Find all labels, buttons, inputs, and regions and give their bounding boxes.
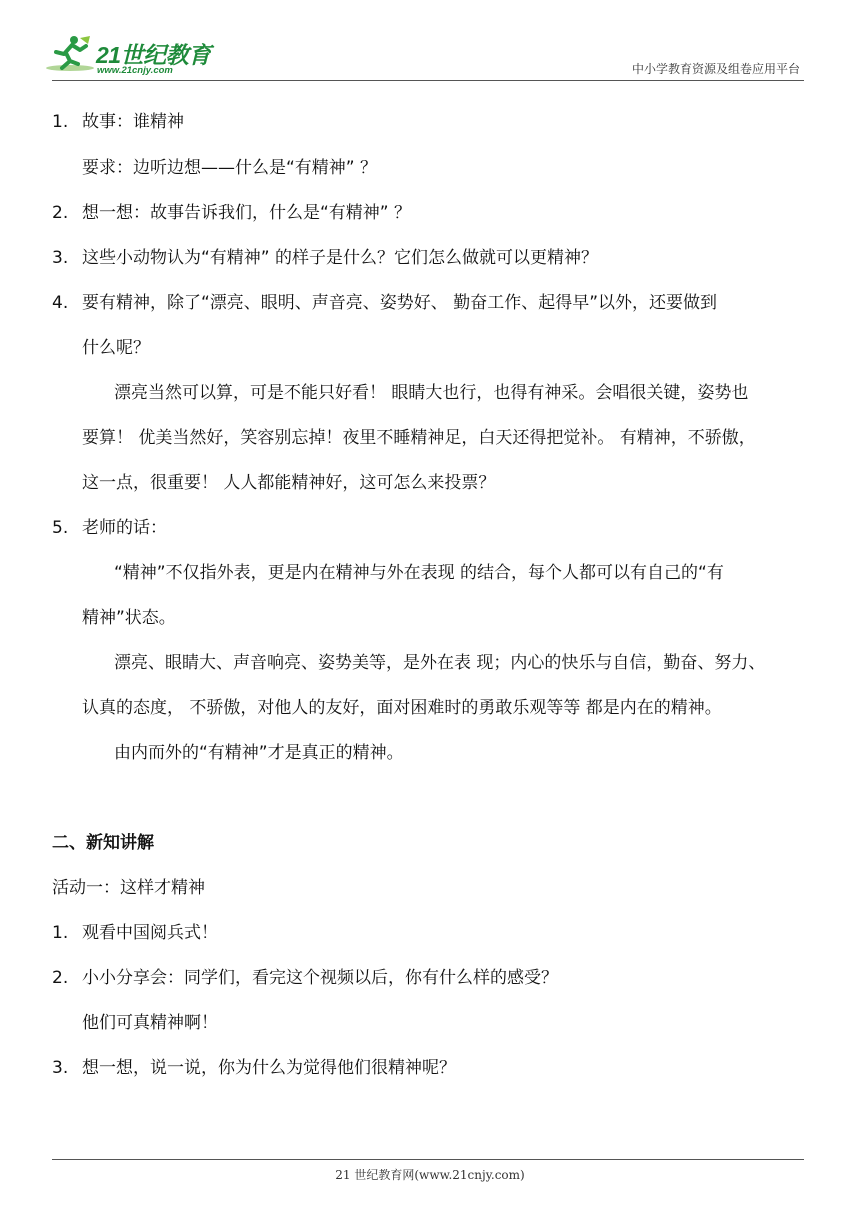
share-answer: 他们可真精神啊！	[82, 1013, 218, 1033]
teacher-talk-line-1: “精神”不仅指外表，更是内在精神与外在表现 的结合，每个人都可以有自己的“有	[114, 563, 724, 583]
section-heading: 二、新知讲解	[52, 833, 154, 853]
logo	[44, 34, 224, 80]
teacher-talk-line-5: 由内而外的“有精神”才是真正的精神。	[114, 743, 404, 763]
page-header	[0, 0, 860, 84]
list-item-animals: 这些小动物认为“有精神” 的样子是什么？它们怎么做就可以更精神？	[82, 248, 599, 268]
list-number: 5.	[52, 518, 69, 538]
activity-title: 活动一：这样才精神	[52, 878, 205, 898]
list-item-parade: 观看中国阅兵式！	[82, 923, 218, 943]
list-item-think: 想一想：故事告诉我们，什么是“有精神” ？	[82, 203, 412, 223]
runner-icon	[44, 34, 96, 74]
poem-line-1: 漂亮当然可以算，可是不能只好看！ 眼睛大也行，也得有神采。会唱很关键，姿势也	[114, 383, 749, 403]
list-number: 1.	[52, 923, 69, 943]
list-item-spirit-line-2: 什么呢？	[82, 338, 150, 358]
teacher-talk-line-4: 认真的态度， 不骄傲，对他人的友好，面对困难时的勇敢乐观等等 都是内在的精神。	[82, 698, 722, 718]
list-item-teacher: 老师的话：	[82, 518, 167, 538]
list-number: 3.	[52, 1058, 69, 1078]
list-number: 2.	[52, 968, 69, 988]
header-divider	[52, 80, 804, 81]
list-number: 2.	[52, 203, 69, 223]
page-footer: 21 世纪教育网(www.21cnjy.com)	[335, 1168, 525, 1182]
footer-divider	[52, 1159, 804, 1160]
teacher-talk-line-3: 漂亮、眼睛大、声音响亮、姿势美等，是外在表 现；内心的快乐与自信，勤奋、努力、	[114, 653, 766, 673]
story-requirement: 要求：边听边想——什么是“有精神” ？	[82, 158, 378, 178]
list-number: 4.	[52, 293, 69, 313]
teacher-talk-line-2: 精神”状态。	[82, 608, 176, 628]
list-number: 1.	[52, 112, 69, 132]
list-item-story: 故事：谁精神	[82, 112, 184, 132]
list-number: 3.	[52, 248, 69, 268]
poem-line-3: 这一点，很重要！ 人人都能精神好，这可怎么来投票？	[82, 473, 496, 493]
logo-text: 21世纪教育	[96, 42, 211, 68]
list-item-share: 小小分享会：同学们，看完这个视频以后，你有什么样的感受？	[82, 968, 558, 988]
logo-url: www.21cnjy.com	[97, 65, 173, 76]
poem-line-2: 要算！ 优美当然好，笑容别忘掉！夜里不睡精神足，白天还得把觉补。 有精神，不骄傲，	[82, 428, 756, 448]
list-item-discuss: 想一想，说一说，你为什么为觉得他们很精神呢？	[82, 1058, 456, 1078]
list-item-spirit-line-1: 要有精神，除了“漂亮、眼明、声音亮、姿势好、 勤奋工作、起得早”以外，还要做到	[82, 293, 718, 313]
header-platform-text: 中小学教育资源及组卷应用平台	[631, 62, 800, 76]
